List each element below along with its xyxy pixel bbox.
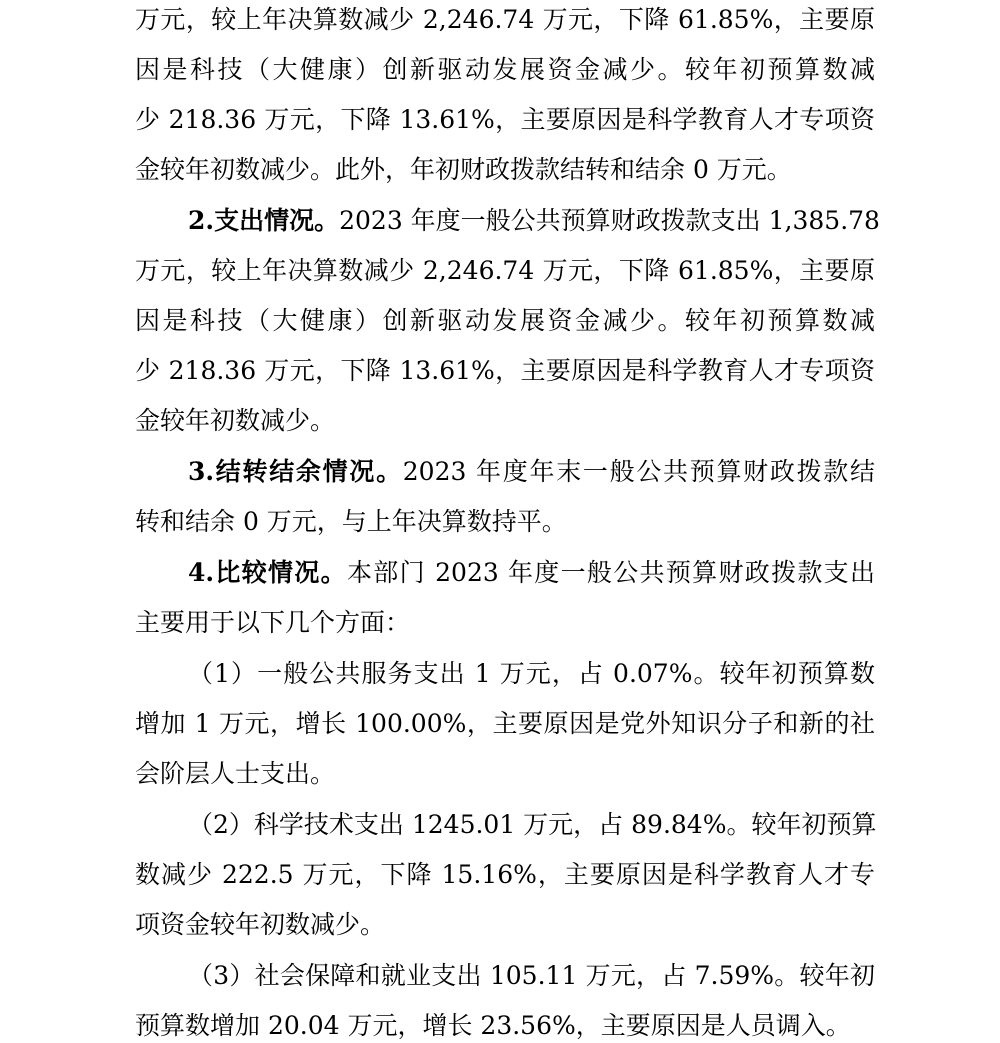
paragraph-line: 预算数增加 20.04 万元，增长 23.56%，主要原因是人员调入。 (135, 1011, 851, 1040)
section-text: 2023 年度一般公共预算财政拨款支出 1,385.78 (339, 206, 880, 235)
section-first-line (188, 204, 880, 238)
paragraph-line: 万元，较上年决算数减少 2,246.74 万元，下降 61.85%，主要原 (135, 5, 875, 34)
item-first-line: （1）一般公共服务支出 1 万元，占 0.07%。较年初预算数 (188, 659, 875, 688)
paragraph-line: 会阶层人士支出。 (135, 759, 336, 788)
paragraph-line: 转和结余 0 万元，与上年决算数持平。 (135, 507, 567, 536)
paragraph-line: 少 218.36 万元，下降 13.61%，主要原因是科学教育人才专项资 (135, 105, 875, 134)
paragraph-line: 因是科技（大健康）创新驱动发展资金减少。较年初预算数减 (135, 306, 875, 335)
paragraph-line: 项资金较年初数减少。 (135, 910, 386, 939)
section-first-line (188, 556, 875, 590)
section-heading: 4.比较情况。 (188, 558, 347, 587)
item-first-line: （2）科学技术支出 1245.01 万元，占 89.84%。较年初预算 (188, 810, 877, 839)
paragraph-line: 数减少 222.5 万元，下降 15.16%，主要原因是科学教育人才专 (135, 860, 875, 889)
item-first-line: （3）社会保障和就业支出 105.11 万元，占 7.59%。较年初 (188, 961, 875, 990)
paragraph-line: 万元，较上年决算数减少 2,246.74 万元，下降 61.85%，主要原 (135, 256, 875, 285)
section-heading: 2.支出情况。 (188, 206, 340, 235)
paragraph-line: 金较年初数减少。 (135, 406, 336, 435)
section-text: 本部门 2023 年度一般公共预算财政拨款支出 (346, 558, 875, 587)
section-heading: 3.结转结余情况。 (188, 457, 403, 486)
paragraph-line: 因是科技（大健康）创新驱动发展资金减少。较年初预算数减 (135, 55, 875, 84)
section-text: 2023 年度年末一般公共预算财政拨款结 (402, 457, 875, 486)
paragraph-line: 少 218.36 万元，下降 13.61%，主要原因是科学教育人才专项资 (135, 356, 875, 385)
paragraph-line: 金较年初数减少。此外，年初财政拨款结转和结余 0 万元。 (135, 155, 792, 184)
paragraph-line: 增加 1 万元，增长 100.00%，主要原因是党外知识分子和新的社 (135, 709, 875, 738)
section-first-line (188, 455, 875, 489)
paragraph-line: 主要用于以下几个方面： (135, 608, 411, 637)
